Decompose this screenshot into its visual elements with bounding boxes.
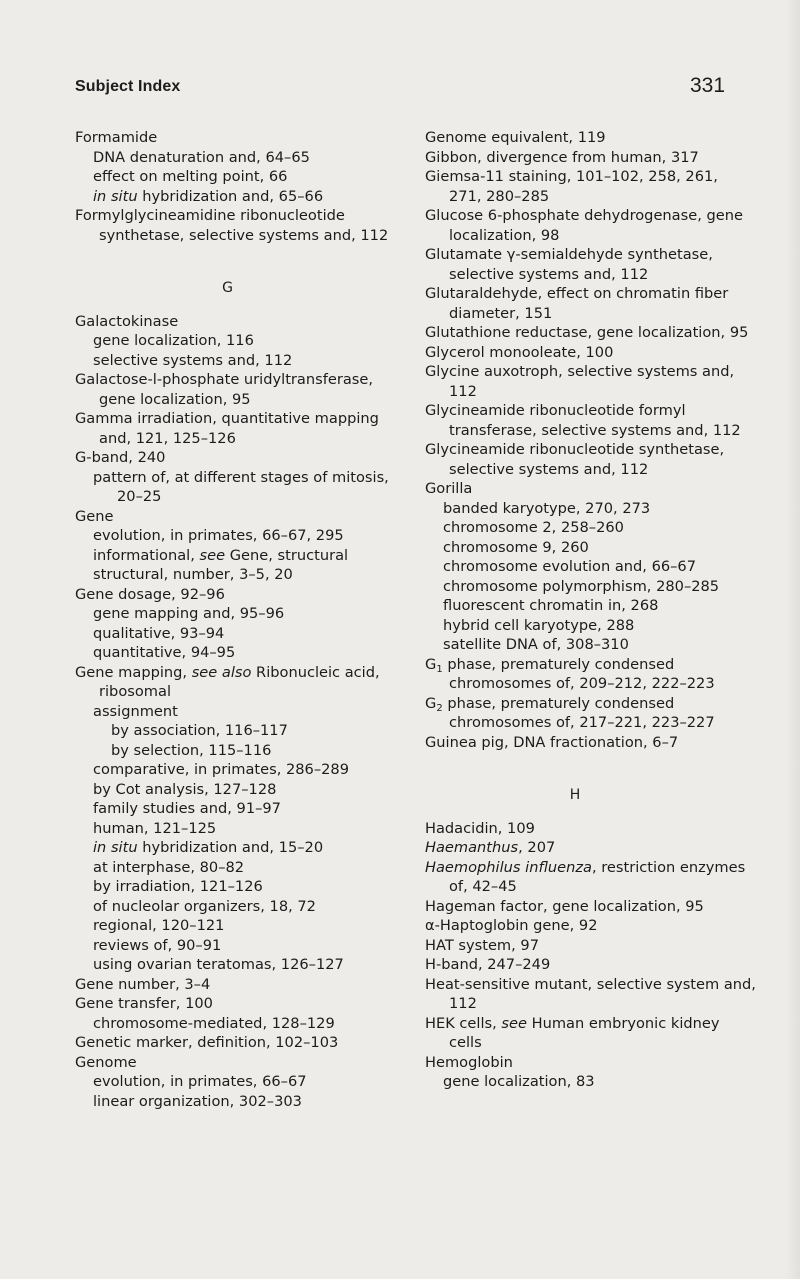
index-entry-continuation: 112 <box>449 382 477 400</box>
index-entry <box>425 955 775 975</box>
index-entry-line: assignment <box>93 702 178 720</box>
index-entry <box>75 624 395 644</box>
index-entry-continuation: synthetase, selective systems and, 112 <box>99 226 389 244</box>
index-entry-line: Haemophilus influenza, restriction enzymes <box>425 858 746 876</box>
index-entry-line: Gibbon, divergence from human, 317 <box>425 148 699 166</box>
index-entry <box>425 557 775 577</box>
index-entry-continuation: localization, 98 <box>449 226 560 244</box>
index-entry <box>75 819 395 839</box>
index-entry-line: chromosome-mediated, 128–129 <box>93 1014 335 1032</box>
index-entry-line: by irradiation, 121–126 <box>93 878 263 895</box>
index-entry <box>75 1092 395 1112</box>
index-entry-continuation: of, 42–45 <box>449 878 517 895</box>
index-entry <box>425 538 775 558</box>
index-entry <box>75 1033 395 1053</box>
index-entry <box>425 1072 775 1092</box>
index-entry <box>75 780 395 800</box>
index-entry-line: Heat-sensitive mutant, selective system and, <box>425 975 756 993</box>
index-entry-line: evolution, in primates, 66–67, 295 <box>93 527 344 544</box>
index-entry-line: Galactose-l-phosphate uridyltransferase, <box>75 371 373 388</box>
index-entry-line: banded karyotype, 270, 273 <box>443 499 651 517</box>
index-entry <box>425 577 775 597</box>
index-entry <box>75 565 395 585</box>
index-entry-line: gene mapping and, 95–96 <box>93 605 285 622</box>
index-entry-line: informational, see Gene, structural <box>93 546 349 564</box>
index-entry-line: evolution, in primates, 66–67 <box>93 1073 307 1090</box>
index-entry <box>425 518 775 538</box>
index-entry <box>425 936 775 956</box>
index-entry-continuation: 112 <box>449 995 477 1012</box>
index-entry-line: Formylglycineamidine ribonucleotide <box>75 207 345 224</box>
index-entry-line: Formamide <box>75 129 158 146</box>
index-entry <box>425 440 775 479</box>
index-entry-line: Giemsa-11 staining, 101–102, 258, 261, <box>425 168 718 185</box>
index-entry <box>75 877 395 897</box>
index-entry-line: at interphase, 80–82 <box>93 858 245 876</box>
index-entry-continuation: 20–25 <box>117 488 162 505</box>
index-entry <box>75 331 395 351</box>
index-entry <box>75 858 395 878</box>
index-entry <box>75 167 395 187</box>
index-entry-line: Glycineamide ribonucleotide synthetase, <box>425 441 725 458</box>
index-entry-line: fluorescent chromatin in, 268 <box>443 597 659 614</box>
index-entry-continuation: cells <box>449 1034 482 1051</box>
index-entry <box>75 1014 395 1034</box>
index-entry-line: family studies and, 91–97 <box>93 800 281 817</box>
index-entry-continuation: ribosomal <box>99 683 171 700</box>
index-entry <box>75 148 395 168</box>
index-entry-line: Gene <box>75 507 114 525</box>
index-entry-line: Haemanthus, 207 <box>425 839 556 856</box>
index-entry <box>425 655 775 694</box>
index-entry <box>75 994 395 1014</box>
index-entry-line: by Cot analysis, 127–128 <box>93 780 277 798</box>
index-entry-line: Glucose 6-phosphate dehydrogenase, gene <box>425 207 743 224</box>
index-entry <box>75 838 395 858</box>
index-entry-line: Genome equivalent, 119 <box>425 129 606 146</box>
index-entry-line: effect on melting point, 66 <box>93 168 288 185</box>
index-entry <box>425 858 775 897</box>
index-entry-line: $G_2$ phase, prematurely condensed <box>425 694 675 714</box>
index-entry-continuation: 271, 280–285 <box>449 187 550 205</box>
index-entry-line: Glutathione reductase, gene localization, 95 <box>425 324 749 341</box>
index-entry <box>75 760 395 780</box>
index-entry <box>75 448 395 468</box>
index-entry <box>75 604 395 624</box>
index-entry-continuation: chromosomes of, 217–221, 223–227 <box>449 714 715 731</box>
index-column-right <box>425 128 775 1092</box>
index-entry-line: Hadacidin, 109 <box>425 819 535 837</box>
index-column-left <box>75 128 395 1111</box>
index-entry-line: Guinea pig, DNA fractionation, 6–7 <box>425 733 679 751</box>
index-entry <box>425 838 775 858</box>
index-entry-line: G-band, 240 <box>75 449 166 466</box>
index-entry-line: Glycerol monooleate, 100 <box>425 343 614 361</box>
index-entry-line: structural, number, 3–5, 20 <box>93 566 293 583</box>
index-entry <box>425 499 775 519</box>
index-entry <box>75 128 395 148</box>
index-entry <box>75 721 395 741</box>
index-entry <box>425 819 775 839</box>
index-entry <box>75 975 395 995</box>
index-entry-continuation: selective systems and, 112 <box>449 265 649 283</box>
index-entry-line: Galactokinase <box>75 312 179 330</box>
index-entry <box>75 468 395 507</box>
index-entry <box>75 312 395 332</box>
section-letter: H <box>569 787 581 803</box>
index-entry-line: Hageman factor, gene localization, 95 <box>425 897 704 915</box>
index-entry-line: gene localization, 83 <box>443 1073 595 1090</box>
index-entry-line: chromosome 9, 260 <box>443 538 589 556</box>
index-entry <box>75 351 395 371</box>
index-entry <box>75 585 395 605</box>
index-entry <box>425 479 775 499</box>
index-entry-line: Glycineamide ribonucleotide formyl <box>425 402 686 419</box>
index-entry-line: DNA denaturation and, 64–65 <box>93 148 310 166</box>
index-entry <box>75 916 395 936</box>
index-entry <box>75 663 395 702</box>
index-entry <box>425 167 775 206</box>
index-entry-continuation: diameter, 151 <box>449 304 553 322</box>
index-entry-line: HEK cells, see Human embryonic kidney <box>425 1014 720 1032</box>
index-entry-continuation: and, 121, 125–126 <box>99 429 236 447</box>
index-entry <box>75 526 395 546</box>
index-entry <box>425 245 775 284</box>
index-entry-line: of nucleolar organizers, 18, 72 <box>93 897 316 915</box>
index-entry <box>75 897 395 917</box>
index-entry-line: Gene number, 3–4 <box>75 975 211 993</box>
index-entry <box>75 741 395 761</box>
index-entry-line: Glutaraldehyde, effect on chromatin fiber <box>425 285 729 302</box>
index-entry-line: human, 121–125 <box>93 819 217 837</box>
index-entry-continuation: chromosomes of, 209–212, 222–223 <box>449 675 715 692</box>
page-edge <box>786 0 800 1279</box>
index-entry-line: Glutamate γ-semialdehyde synthetase, <box>425 246 713 263</box>
index-entry <box>75 546 395 566</box>
index-entry <box>75 409 395 448</box>
index-entry-line: by selection, 115–116 <box>111 741 272 759</box>
index-entry-continuation: transferase, selective systems and, 112 <box>449 421 741 439</box>
index-entry <box>425 616 775 636</box>
index-entry-line: regional, 120–121 <box>93 917 225 934</box>
index-entry <box>75 936 395 956</box>
index-entry-line: HAT system, 97 <box>425 936 539 954</box>
index-entry-line: Gamma irradiation, quantitative mapping <box>75 410 379 427</box>
index-entry-line: α-Haptoglobin gene, 92 <box>425 917 598 934</box>
index-entry <box>75 187 395 207</box>
index-entry <box>425 284 775 323</box>
index-entry-continuation: selective systems and, 112 <box>449 460 649 478</box>
index-entry-line: gene localization, 116 <box>93 332 254 349</box>
index-entry <box>75 1072 395 1092</box>
running-head: Subject Index <box>75 78 181 95</box>
index-entry <box>425 897 775 917</box>
index-entry <box>425 1014 775 1053</box>
index-entry-line: hybrid cell karyotype, 288 <box>443 616 635 634</box>
index-entry-line: H-band, 247–249 <box>425 956 551 973</box>
index-entry-line: by association, 116–117 <box>111 722 288 739</box>
index-entry-line: Gorilla <box>425 480 473 497</box>
index-entry <box>75 702 395 722</box>
index-entry <box>75 955 395 975</box>
page-number: 331 <box>690 74 726 97</box>
index-entry-line: Genome <box>75 1053 137 1071</box>
index-entry <box>425 916 775 936</box>
index-entry <box>425 975 775 1014</box>
index-entry-line: in situ hybridization and, 65–66 <box>93 187 324 205</box>
index-entry-line: chromosome polymorphism, 280–285 <box>443 577 720 595</box>
index-entry-line: chromosome 2, 258–260 <box>443 519 624 536</box>
index-entry-line: in situ hybridization and, 15–20 <box>93 839 324 856</box>
index-entry-continuation: gene localization, 95 <box>99 390 251 408</box>
index-entry <box>75 799 395 819</box>
index-entry <box>75 370 395 409</box>
index-entry <box>425 1053 775 1073</box>
index-entry-line: Gene transfer, 100 <box>75 995 213 1012</box>
index-entry <box>75 206 395 245</box>
index-entry <box>425 733 775 753</box>
index-entry-line: chromosome evolution and, 66–67 <box>443 558 697 575</box>
index-entry <box>425 401 775 440</box>
index-entry-line: Genetic marker, definition, 102–103 <box>75 1034 339 1051</box>
index-entry-line: selective systems and, 112 <box>93 351 293 369</box>
index-entry <box>425 206 775 245</box>
index-entry-line: Glycine auxotroph, selective systems and, <box>425 363 735 380</box>
index-entry-line: satellite DNA of, 308–310 <box>443 636 629 653</box>
index-entry <box>425 343 775 363</box>
index-entry-line: comparative, in primates, 286–289 <box>93 761 349 778</box>
index-entry <box>425 694 775 733</box>
index-entry <box>425 596 775 616</box>
index-entry-line: Gene mapping, see also Ribonucleic acid, <box>75 663 380 681</box>
index-entry <box>425 635 775 655</box>
index-entry <box>425 128 775 148</box>
index-entry-line: qualitative, 93–94 <box>93 624 225 642</box>
index-entry-line: pattern of, at different stages of mitosis, <box>93 468 389 486</box>
index-entry-line: quantitative, 94–95 <box>93 644 236 661</box>
index-entry <box>425 148 775 168</box>
index-entry-line: using ovarian teratomas, 126–127 <box>93 956 344 973</box>
index-entry-line: linear organization, 302–303 <box>93 1092 302 1110</box>
section-letter: G <box>222 280 233 296</box>
index-entry <box>75 507 395 527</box>
index-entry <box>425 323 775 343</box>
index-entry <box>75 643 395 663</box>
index-entry-line: Hemoglobin <box>425 1053 513 1071</box>
index-entry <box>75 1053 395 1073</box>
index-entry-line: reviews of, 90–91 <box>93 936 222 954</box>
index-entry <box>425 362 775 401</box>
index-entry-line: $G_1$ phase, prematurely condensed <box>425 655 675 675</box>
index-entry-line: Gene dosage, 92–96 <box>75 585 225 603</box>
